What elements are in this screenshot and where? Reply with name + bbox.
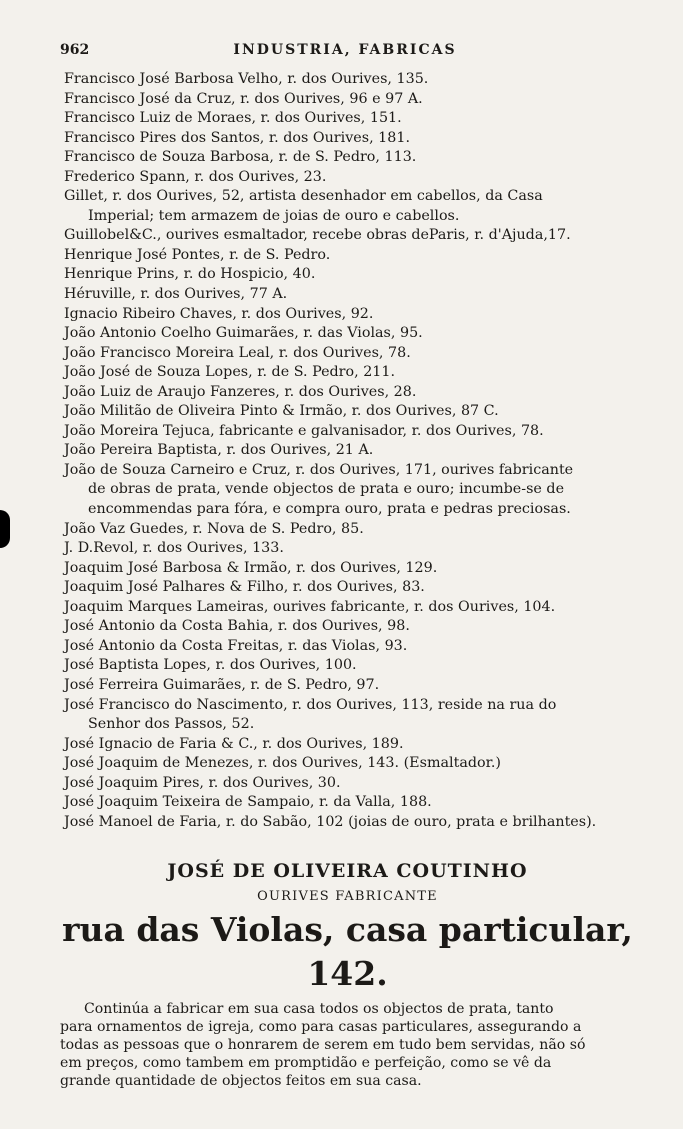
directory-entry: [64, 168, 634, 188]
entry-line: Henrique Prins, r. do Hospicio, 40.: [64, 266, 316, 283]
directory-entry: [64, 461, 634, 520]
entry-continuation-line: Senhor dos Passos, 52.: [88, 716, 255, 733]
directory-entry: [64, 676, 634, 696]
directory-entry: [64, 735, 634, 755]
entry-line: José Baptista Lopes, r. dos Ourives, 100.: [64, 657, 357, 674]
directory-entry: [64, 598, 634, 618]
directory-entry: [64, 441, 634, 461]
directory-entry: [64, 70, 634, 90]
page-number: 962: [60, 42, 90, 58]
directory-entry: [64, 617, 634, 637]
entry-line: José Ignacio de Faria & C., r. dos Ourives, 189.: [64, 735, 404, 752]
advertisement: [60, 858, 635, 1090]
directory-entry: [64, 90, 634, 110]
entry-line: João Pereira Baptista, r. dos Ourives, 21 A.: [64, 442, 374, 459]
directory-entry: [64, 324, 634, 344]
entry-line: João José de Souza Lopes, r. de S. Pedro, 211.: [64, 364, 396, 381]
directory-entry: [64, 402, 634, 422]
advert-body-line: para ornamentos de igreja, como para casas particulares, assegurando a: [60, 1019, 582, 1035]
directory-entry: [64, 793, 634, 813]
directory-entry: [64, 109, 634, 129]
ink-blot: [0, 510, 10, 548]
entry-line: João de Souza Carneiro e Cruz, r. dos Ourives, 171, ourives fabricante: [64, 461, 574, 478]
directory-entry: [64, 578, 634, 598]
directory-entry: [64, 363, 634, 383]
advert-name: JOSÉ DE OLIVEIRA COUTINHO: [167, 860, 528, 882]
entry-line: Ignacio Ribeiro Chaves, r. dos Ourives, 92.: [64, 305, 374, 322]
directory-entry: [64, 656, 634, 676]
directory-entry: [64, 226, 634, 246]
directory-entry: [64, 129, 634, 149]
directory-entry: [64, 539, 634, 559]
entry-continuation-line: de obras de prata, vende objectos de prata e ouro; incumbe-se de: [88, 481, 565, 498]
entry-line: Joaquim José Barbosa & Irmão, r. dos Ourives, 129.: [64, 559, 438, 576]
entry-line: Francisco Pires dos Santos, r. dos Ourives, 181.: [64, 129, 411, 146]
entry-line: Francisco José Barbosa Velho, r. dos Ourives, 135.: [64, 71, 429, 87]
entry-line: José Ferreira Guimarães, r. de S. Pedro, 97.: [64, 676, 380, 693]
advert-body-line: em preços, como tambem em promptidão e perfeição, como se vê da: [60, 1055, 552, 1071]
advert-body-line: grande quantidade de objectos feitos em sua casa.: [60, 1073, 422, 1089]
directory-entry: [64, 754, 634, 774]
entry-line: José Joaquim de Menezes, r. dos Ourives, 143. (Esmaltador.): [64, 755, 502, 772]
directory-entry: [64, 305, 634, 325]
entry-line: Francisco José da Cruz, r. dos Ourives, 96 e 97 A.: [64, 90, 423, 107]
advert-body: [60, 1000, 635, 1090]
entry-line: Frederico Spann, r. dos Ourives, 23.: [64, 168, 327, 185]
advert-street: rua das Violas, casa particular, 142.: [62, 910, 633, 993]
entry-line: João Antonio Coelho Guimarães, r. das Violas, 95.: [64, 325, 423, 342]
advert-body-line: todas as pessoas que o honrarem de serem em tudo bem servidas, não só: [60, 1037, 586, 1053]
entry-line: João Vaz Guedes, r. Nova de S. Pedro, 85.: [64, 520, 364, 537]
entry-line: Henrique José Pontes, r. de S. Pedro.: [64, 246, 331, 263]
entry-line: Joaquim Marques Lameiras, ourives fabricante, r. dos Ourives, 104.: [64, 598, 556, 615]
entry-line: Guillobel&C., ourives esmaltador, recebe obras deParis, r. d'Ajuda,17.: [64, 227, 571, 244]
entry-continuation-line: encommendas para fóra, e compra ouro, prata e pedras preciosas.: [88, 501, 571, 518]
entry-line: João Francisco Moreira Leal, r. dos Ourives, 78.: [64, 344, 411, 361]
entry-continuation-line: Imperial; tem armazem de joias de ouro e cabellos.: [88, 207, 460, 224]
entry-line: Francisco de Souza Barbosa, r. de S. Pedro, 113.: [64, 149, 417, 166]
entry-list: [64, 70, 634, 832]
entry-line: Gillet, r. dos Ourives, 52, artista desenhador em cabellos, da Casa: [64, 188, 543, 205]
directory-entry: [64, 285, 634, 305]
entry-line: Héruville, r. dos Ourives, 77 A.: [64, 286, 288, 303]
entry-line: J. D.Revol, r. dos Ourives, 133.: [64, 540, 284, 557]
directory-entry: [64, 246, 634, 266]
directory-entry: [64, 187, 634, 226]
entry-line: José Joaquim Teixeira de Sampaio, r. da Valla, 188.: [64, 794, 432, 811]
directory-entry: [64, 383, 634, 403]
directory-entry: [64, 559, 634, 579]
advert-trade: OURIVES FABRICANTE: [257, 889, 438, 904]
entry-line: João Moreira Tejuca, fabricante e galvanisador, r. dos Ourives, 78.: [64, 422, 544, 439]
directory-entry: [64, 774, 634, 794]
entry-line: Francisco Luiz de Moraes, r. dos Ourives, 151.: [64, 110, 402, 127]
directory-entry: [64, 344, 634, 364]
directory-entry: [64, 265, 634, 285]
entry-line: José Antonio da Costa Bahia, r. dos Ourives, 98.: [64, 618, 410, 635]
entry-line: José Joaquim Pires, r. dos Ourives, 30.: [64, 774, 341, 791]
entry-line: Joaquim José Palhares & Filho, r. dos Ourives, 83.: [64, 579, 425, 596]
entry-line: João Luiz de Araujo Fanzeres, r. dos Ourives, 28.: [64, 383, 417, 400]
directory-entry: [64, 696, 634, 735]
page-header: [60, 42, 630, 64]
directory-entry: [64, 422, 634, 442]
entry-line: José Manoel de Faria, r. do Sabão, 102 (joias de ouro, prata e brilhantes).: [64, 813, 597, 830]
directory-entry: [64, 148, 634, 168]
directory-entry: [64, 813, 634, 833]
entry-line: José Antonio da Costa Freitas, r. das Violas, 93.: [64, 637, 408, 654]
directory-entry: [64, 520, 634, 540]
advert-body-line: Continúa a fabricar em sua casa todos os objectos de prata, tanto: [84, 1001, 554, 1017]
entry-line: José Francisco do Nascimento, r. dos Ourives, 113, reside na rua do: [64, 696, 557, 713]
directory-entry: [64, 637, 634, 657]
entry-line: João Militão de Oliveira Pinto & Irmão, r. dos Ourives, 87 C.: [64, 403, 499, 420]
running-title: INDUSTRIA, FABRICAS: [233, 42, 457, 58]
